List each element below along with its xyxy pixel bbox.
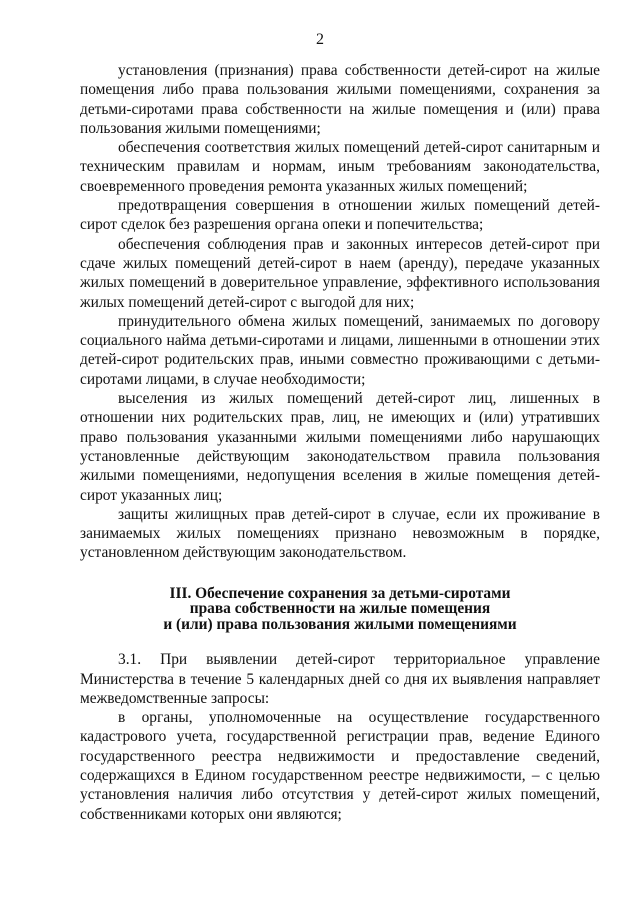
paragraph-establishment-of-rights: установления (признания) права собственности детей-сирот на жилые помещения либо права пользования жилыми помещениями, сохранения за детьми-сиротами права собственности на жилые помещения и (или) права пользования жилыми помещениями; <box>80 62 600 137</box>
paragraph-prevent-transactions: предотвращения совершения в отношении жилых помещений детей-сирот сделок без разрешения органа опеки и попечительства; <box>80 197 600 234</box>
paragraph-sanitary-compliance: обеспечения соответствия жилых помещений детей-сирот санитарным и техническим правилам и нормам, иным требованиям законодательства, своевременного проведения ремонта указанных жилых помещений; <box>80 139 600 195</box>
page-number: 2 <box>316 31 324 48</box>
document-body <box>80 61 600 824</box>
section-heading <box>80 586 600 633</box>
paragraph-registry-request: в органы, уполномоченные на осуществление государственного кадастрового учета, государственной регистрации прав, ведение Единого государственного реестра недвижимости и предоставление сведений, содержащихся в Едином государственном реестре недвижимости, – с целью установления наличия либо отсутствия у детей-сирот жилых помещений, собственниками которых они являются; <box>80 709 600 823</box>
section-heading-line: III. Обеспечение сохранения за детьми-сиротами <box>169 584 511 602</box>
section-heading-line: права собственности на жилые помещения <box>189 600 491 618</box>
paragraph-housing-rights-protection: защиты жилищных прав детей-сирот в случае, если их проживание в занимаемых жилых помещениях признано невозможным в порядке, установленном действующим законодательством. <box>80 505 600 562</box>
paragraph-clause-3-1: 3.1. При выявлении детей-сирот территориальное управление Министерства в течение 5 календарных дней со дня их выявления направляет межведомственные запросы: <box>80 651 600 707</box>
section-heading-line: и (или) права пользования жилыми помещениями <box>163 615 517 633</box>
paragraph-rental-protection: обеспечения соблюдения прав и законных интересов детей-сирот при сдаче жилых помещений детей-сирот в наем (аренду), передаче указанных жилых помещений в доверительное управление, эффективного использования жилых помещений детей-сирот с выгодой для них; <box>80 235 600 311</box>
paragraph-compulsory-exchange: принудительного обмена жилых помещений, занимаемых по договору социального найма детьми-сиротами и лицами, лишенными в отношении этих детей-сирот родительских прав, иными совместно проживающими с детьми-сиротами лицами, в случае необходимости; <box>80 312 600 388</box>
paragraph-eviction: выселения из жилых помещений детей-сирот лиц, лишенных в отношении них родительских прав, лиц, не имеющих и (или) утративших право пользования указанными жилыми помещениями либо нарушающих установленные действующим законодательством правила пользования жилыми помещениями, недопущения вселения в жилые помещения детей-сирот указанных лиц; <box>80 390 600 504</box>
